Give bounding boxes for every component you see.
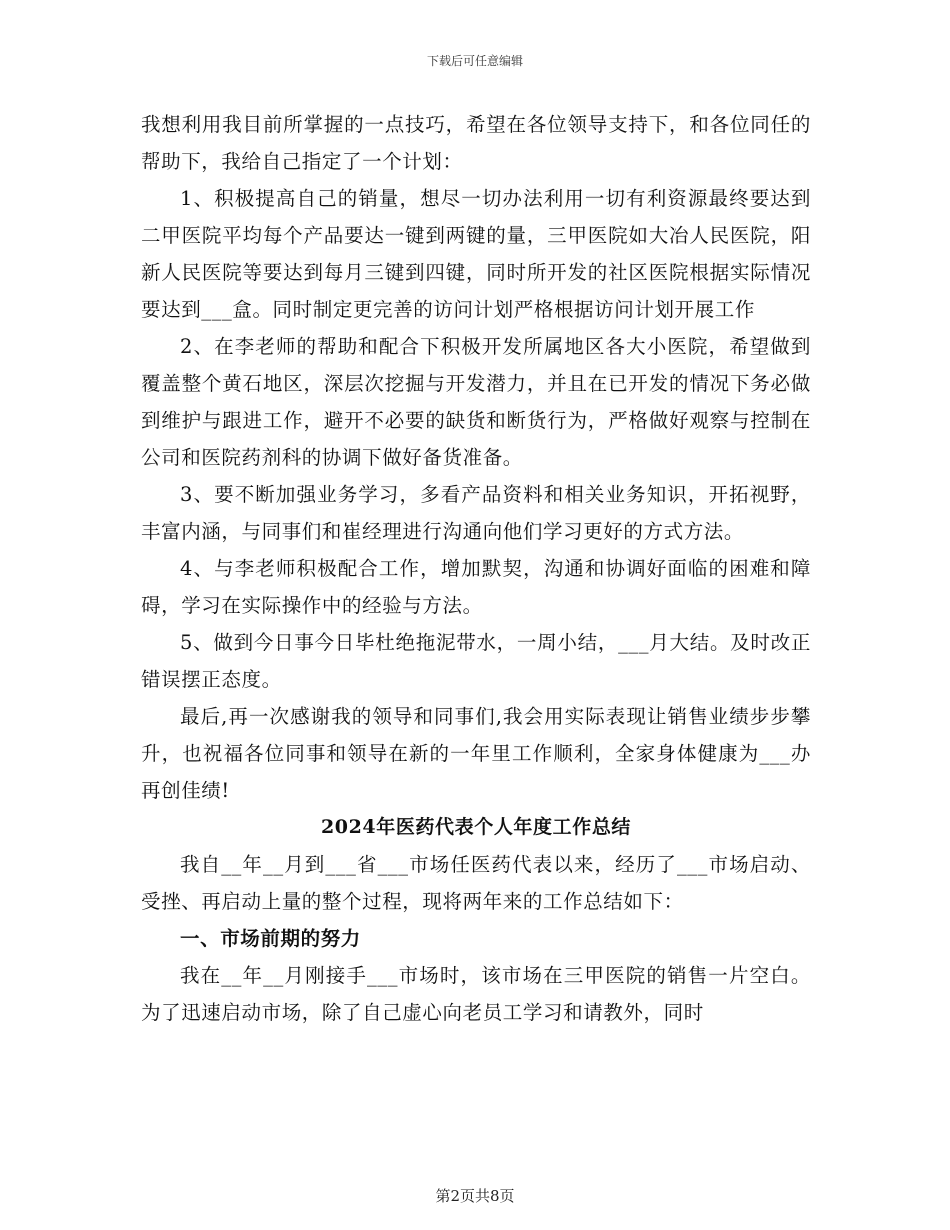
document-body	[141, 106, 811, 1031]
paragraph-plan-item-4: 4、与李老师积极配合工作，增加默契，沟通和协调好面临的困难和障碍，学习在实际操作中的经验与方法。	[141, 557, 811, 617]
page-header: 下载后可任意编辑	[426, 54, 523, 68]
article-title: 2024年医药代表个人年度工作总结	[320, 816, 632, 838]
paragraph-plan-intro: 我想利用我目前所掌握的一点技巧，希望在各位领导支持下，和各位同任的帮助下，我给自己指定了一个计划：	[141, 113, 811, 173]
article-intro: 我自__年__月到___省___市场任医药代表以来，经历了___市场启动、受挫、再启动上量的整个过程，现将两年来的工作总结如下：	[141, 853, 811, 913]
section-1-text: 我在__年__月刚接手___市场时，该市场在三甲医院的销售一片空白。为了迅速启动市场，除了自己虚心向老员工学习和请教外，同时	[141, 964, 811, 1024]
paragraph-closing: 最后,再一次感谢我的领导和同事们,我会用实际表现让销售业绩步步攀升，也祝福各位同事和领导在新的一年里工作顺利，全家身体健康为___办再创佳绩!	[141, 705, 811, 802]
section-heading-1: 一、市场前期的努力	[180, 927, 361, 950]
paragraph-plan-item-1: 1、积极提高自己的销量，想尽一切办法利用一切有利资源最终要达到二甲医院平均每个产品要达一键到两键的量，三甲医院如大冶人民医院，阳新人民医院等要达到每月三键到四键，同时所开发的社区医院根据实际情况要达到___盒。同时制定更完善的访问计划严格根据访问计划开展工作	[141, 187, 811, 321]
paragraph-plan-item-2: 2、在李老师的帮助和配合下积极开发所属地区各大小医院，希望做到覆盖整个黄石地区，深层次挖掘与开发潜力，并且在已开发的情况下务必做到维护与跟进工作，避开不必要的缺货和断货行为，严格做好观察与控制在公司和医院药剂科的协调下做好备货准备。	[141, 335, 811, 469]
paragraph-plan-item-5: 5、做到今日事今日毕杜绝拖泥带水，一周小结，___月大结。及时改正错误摆正态度。	[141, 631, 811, 691]
paragraph-plan-item-3: 3、要不断加强业务学习，多看产品资料和相关业务知识，开拓视野，丰富内涵，与同事们和崔经理进行沟通向他们学习更好的方式方法。	[141, 483, 811, 543]
page-footer: 第2页共8页	[435, 1187, 515, 1205]
